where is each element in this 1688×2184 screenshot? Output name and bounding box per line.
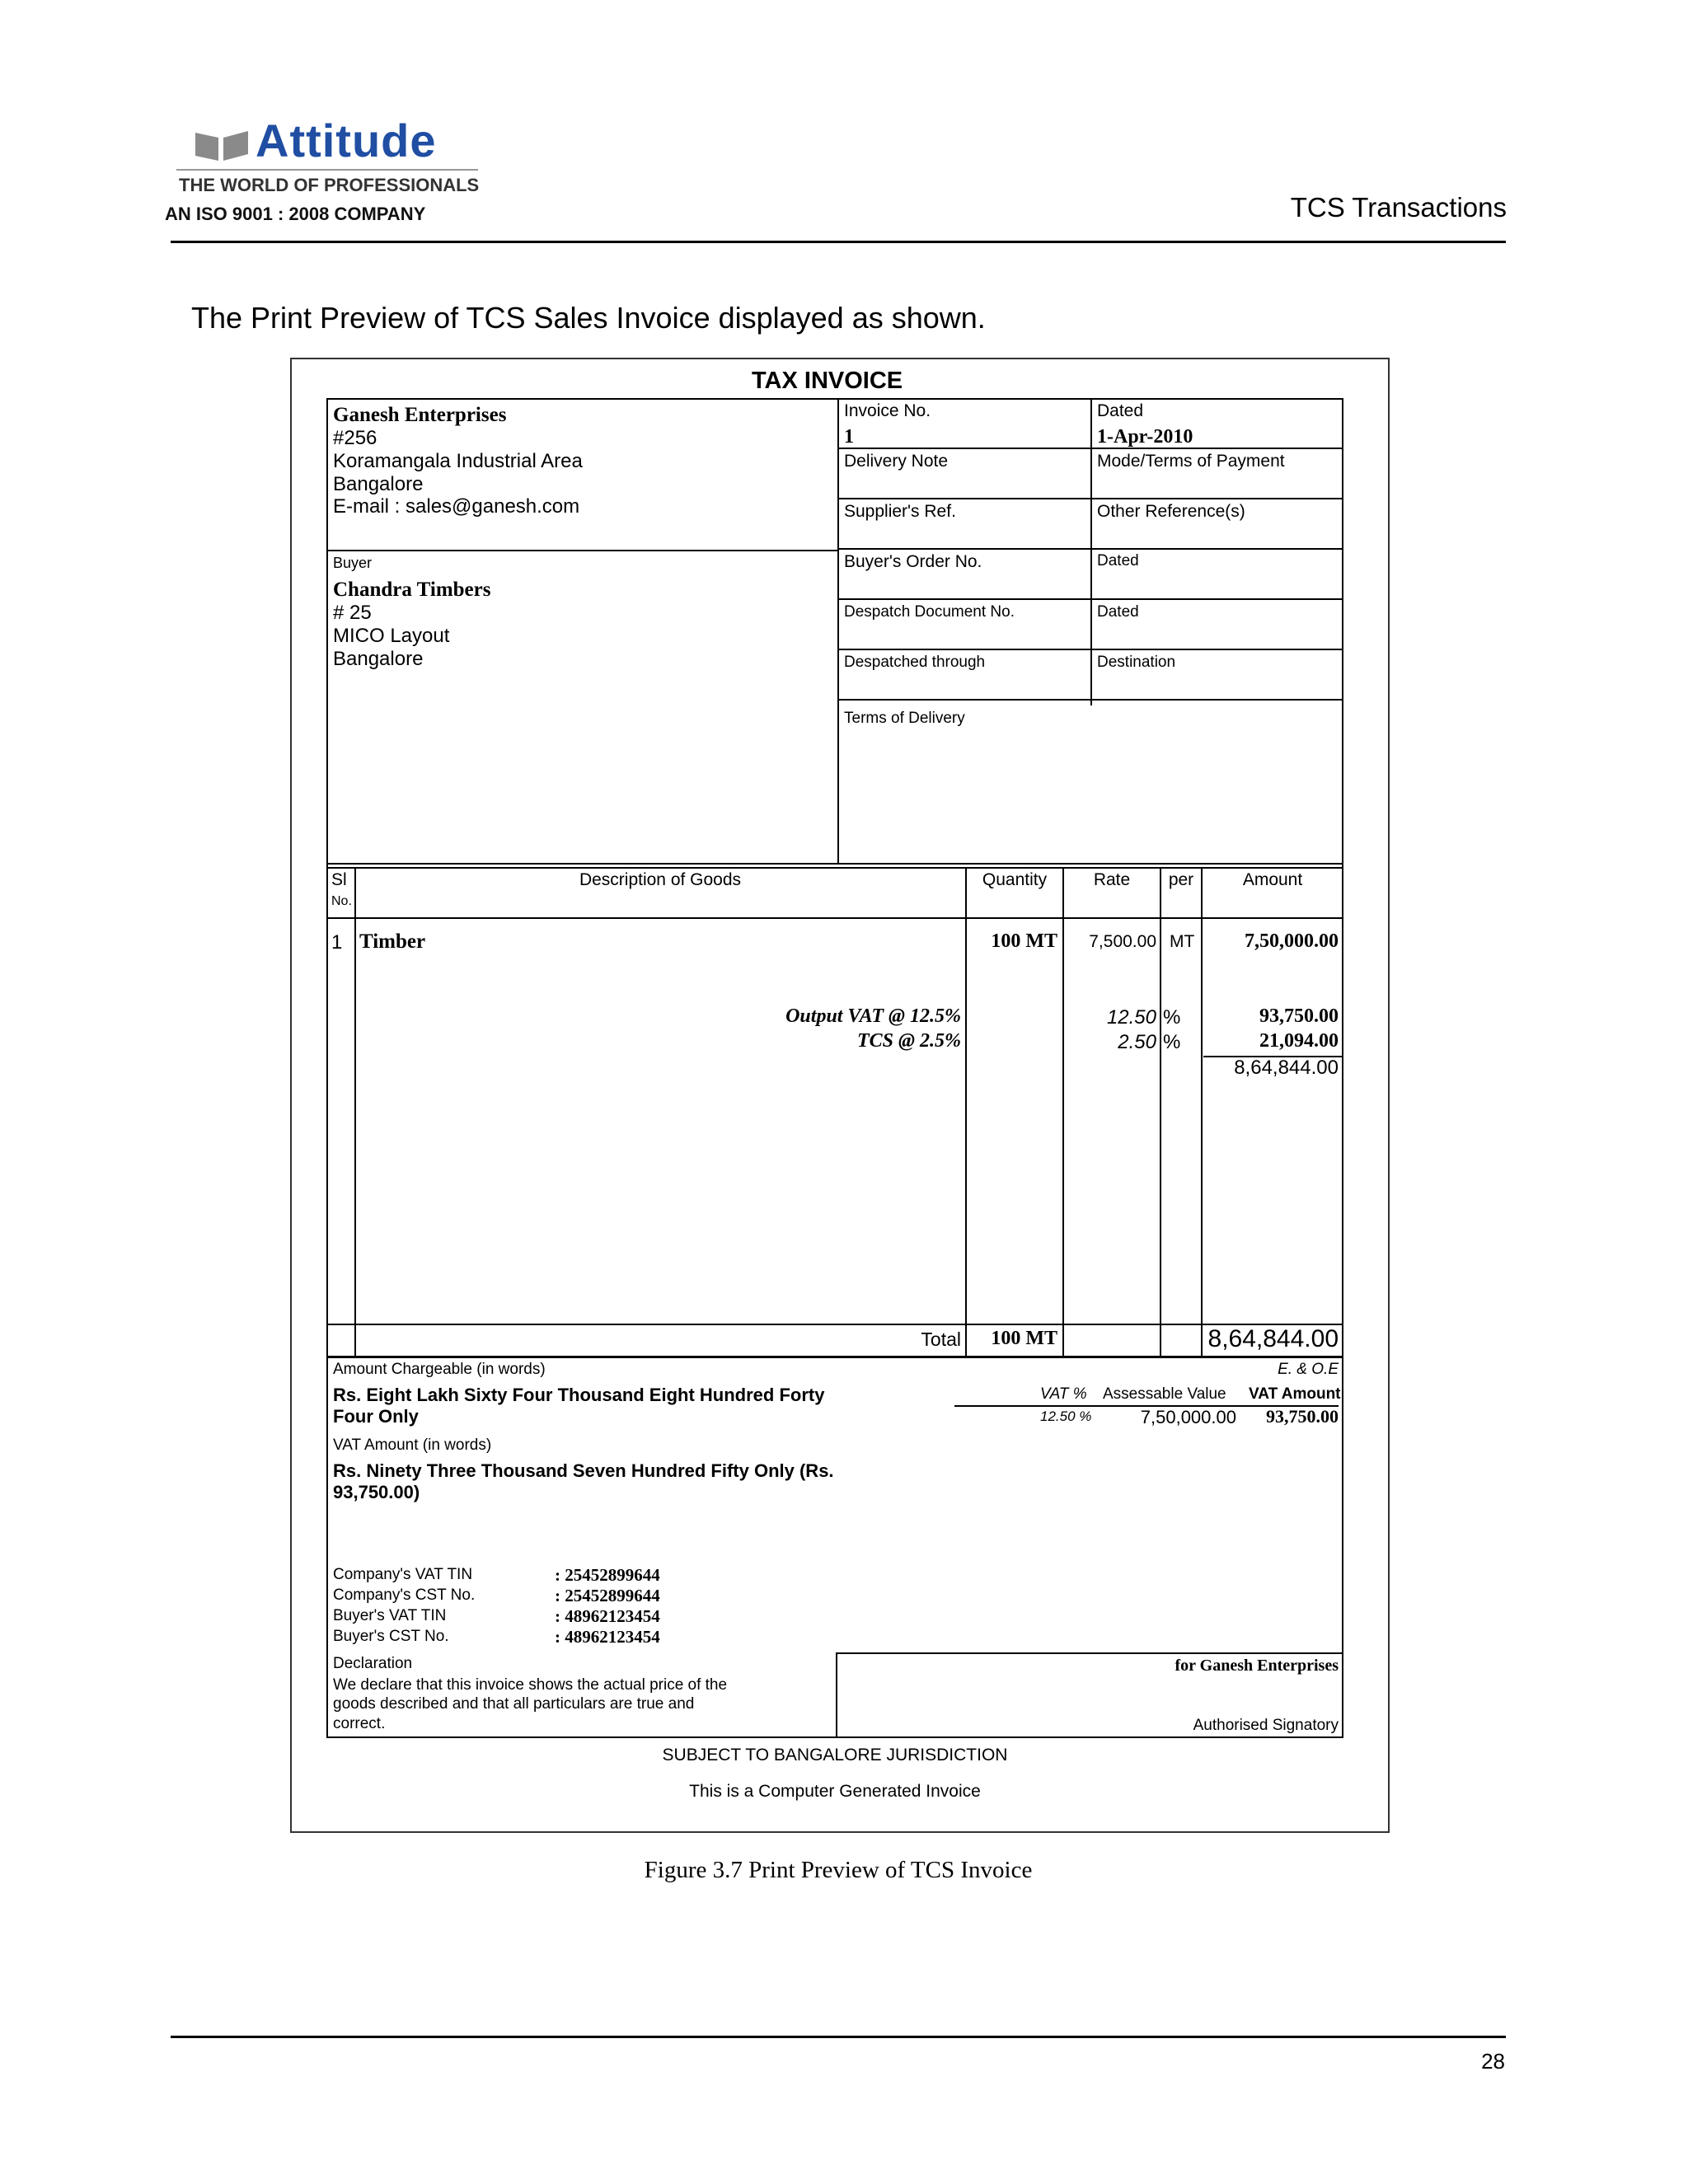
destination-label: Destination xyxy=(1097,654,1176,671)
logo-tagline: THE WORLD OF PROFESSIONALS xyxy=(179,175,480,195)
tcs-per: % xyxy=(1163,1031,1181,1053)
assessable-value: 7,50,000.00 xyxy=(1140,1407,1236,1427)
vat-amount-value: 93,750.00 xyxy=(1266,1406,1339,1427)
assessable-header: Assessable Value xyxy=(1103,1385,1226,1403)
dated-label: Dated xyxy=(1097,401,1144,420)
mode-terms-label: Mode/Terms of Payment xyxy=(1097,452,1285,471)
intro-text: The Print Preview of TCS Sales Invoice displayed as shown. xyxy=(191,301,986,335)
eoe: E. & O.E xyxy=(1278,1361,1339,1378)
item-quantity: 100 MT xyxy=(991,930,1057,952)
seller-line4: E-mail : sales@ganesh.com xyxy=(333,495,580,518)
col-per: per xyxy=(1168,870,1194,889)
invoice-no-label: Invoice No. xyxy=(844,401,931,420)
despatched-through-label: Despatched through xyxy=(844,654,986,671)
total-label: Total xyxy=(921,1329,961,1350)
item-per: MT xyxy=(1170,932,1195,951)
logo-wordmark: Attitude xyxy=(256,115,437,166)
seller-name: Ganesh Enterprises xyxy=(333,404,507,426)
buyer-cst-label: Buyer's CST No. xyxy=(333,1628,449,1645)
buyer-line2: MICO Layout xyxy=(333,625,450,647)
vat-amount: 93,750.00 xyxy=(1259,1005,1339,1027)
buyer-vat-label: Buyer's VAT TIN xyxy=(333,1607,447,1624)
total-quantity: 100 MT xyxy=(991,1328,1057,1349)
company-cst: : 25452899644 xyxy=(555,1586,660,1605)
col-amount: Amount xyxy=(1242,870,1303,889)
company-cst-label: Company's CST No. xyxy=(333,1586,476,1604)
declaration-line2: goods described and that all particulars are true and xyxy=(333,1695,695,1713)
buyer-cst: : 48962123454 xyxy=(555,1627,660,1647)
vat-pct-header: VAT % xyxy=(1040,1385,1087,1403)
section-title: TCS Transactions xyxy=(1290,192,1507,223)
authorised-signatory: Authorised Signatory xyxy=(1193,1717,1339,1734)
col-quantity: Quantity xyxy=(982,870,1048,889)
delivery-note-label: Delivery Note xyxy=(844,452,949,471)
invoice-title: TAX INVOICE xyxy=(752,368,903,394)
jurisdiction: SUBJECT TO BANGALORE JURISDICTION xyxy=(662,1746,1008,1765)
company-vat-label: Company's VAT TIN xyxy=(333,1566,473,1583)
figure-caption: Figure 3.7 Print Preview of TCS Invoice xyxy=(644,1857,1033,1883)
declaration-line3: correct. xyxy=(333,1715,386,1732)
tcs-rate: 2.50 xyxy=(1118,1031,1156,1053)
col-rate: Rate xyxy=(1093,870,1131,889)
buyers-order-label: Buyer's Order No. xyxy=(844,552,982,571)
logo-book-icon xyxy=(194,128,251,161)
seller-line3: Bangalore xyxy=(333,473,424,495)
item-rate: 7,500.00 xyxy=(1089,932,1156,951)
vat-amount-header: VAT Amount xyxy=(1249,1385,1341,1403)
vat-per: % xyxy=(1163,1006,1181,1029)
footer-rule xyxy=(171,2036,1506,2038)
despatch-doc-label: Despatch Document No. xyxy=(844,603,1015,621)
vat-words-label: VAT Amount (in words) xyxy=(333,1436,492,1454)
declaration-line1: We declare that this invoice shows the actual price of the xyxy=(333,1676,728,1694)
invoice-date: 1-Apr-2010 xyxy=(1097,426,1193,448)
amount-words-label: Amount Chargeable (in words) xyxy=(333,1361,546,1378)
tcs-label: TCS @ 2.5% xyxy=(857,1030,961,1052)
total-amount: 8,64,844.00 xyxy=(1207,1325,1339,1352)
amount-words-line2: Four Only xyxy=(333,1406,419,1427)
vat-pct-value: 12.50 % xyxy=(1040,1408,1092,1424)
col-sl-no: No. xyxy=(331,894,352,908)
vat-words-line1: Rs. Ninety Three Thousand Seven Hundred Fifty Only (Rs. xyxy=(333,1460,834,1481)
invoice-no: 1 xyxy=(844,426,854,448)
buyer-line1: # 25 xyxy=(333,602,372,624)
company-vat: : 25452899644 xyxy=(555,1565,660,1585)
col-sl: Sl xyxy=(331,870,347,889)
logo-iso: AN ISO 9001 : 2008 COMPANY xyxy=(165,204,426,224)
buyer-label: Buyer xyxy=(333,555,373,571)
seller-line2: Koramangala Industrial Area xyxy=(333,450,583,472)
declaration-label: Declaration xyxy=(333,1655,413,1672)
dated3-label: Dated xyxy=(1097,603,1139,621)
logo-divider xyxy=(176,169,478,171)
suppliers-ref-label: Supplier's Ref. xyxy=(844,502,956,521)
other-ref-label: Other Reference(s) xyxy=(1097,502,1245,521)
subtotal: 8,64,844.00 xyxy=(1234,1057,1339,1079)
terms-delivery-label: Terms of Delivery xyxy=(844,710,965,727)
header-rule xyxy=(171,241,1506,243)
item-amount: 7,50,000.00 xyxy=(1245,930,1339,952)
page-number: 28 xyxy=(1481,2049,1505,2074)
buyer-vat: : 48962123454 xyxy=(555,1606,660,1626)
dated2-label: Dated xyxy=(1097,552,1139,569)
col-description: Description of Goods xyxy=(579,870,742,889)
item-sl: 1 xyxy=(331,931,343,954)
vat-rate: 12.50 xyxy=(1106,1006,1156,1029)
computer-generated-note: This is a Computer Generated Invoice xyxy=(689,1782,981,1801)
seller-line1: #256 xyxy=(333,427,377,449)
for-company: for Ganesh Enterprises xyxy=(1175,1657,1339,1675)
tcs-amount: 21,094.00 xyxy=(1259,1030,1339,1052)
vat-words-line2: 93,750.00) xyxy=(333,1482,420,1502)
amount-words-line1: Rs. Eight Lakh Sixty Four Thousand Eight Hundred Forty xyxy=(333,1385,825,1405)
item-description: Timber xyxy=(359,930,426,953)
buyer-name: Chandra Timbers xyxy=(333,579,491,601)
vat-label: Output VAT @ 12.5% xyxy=(785,1005,961,1027)
buyer-line3: Bangalore xyxy=(333,648,424,670)
